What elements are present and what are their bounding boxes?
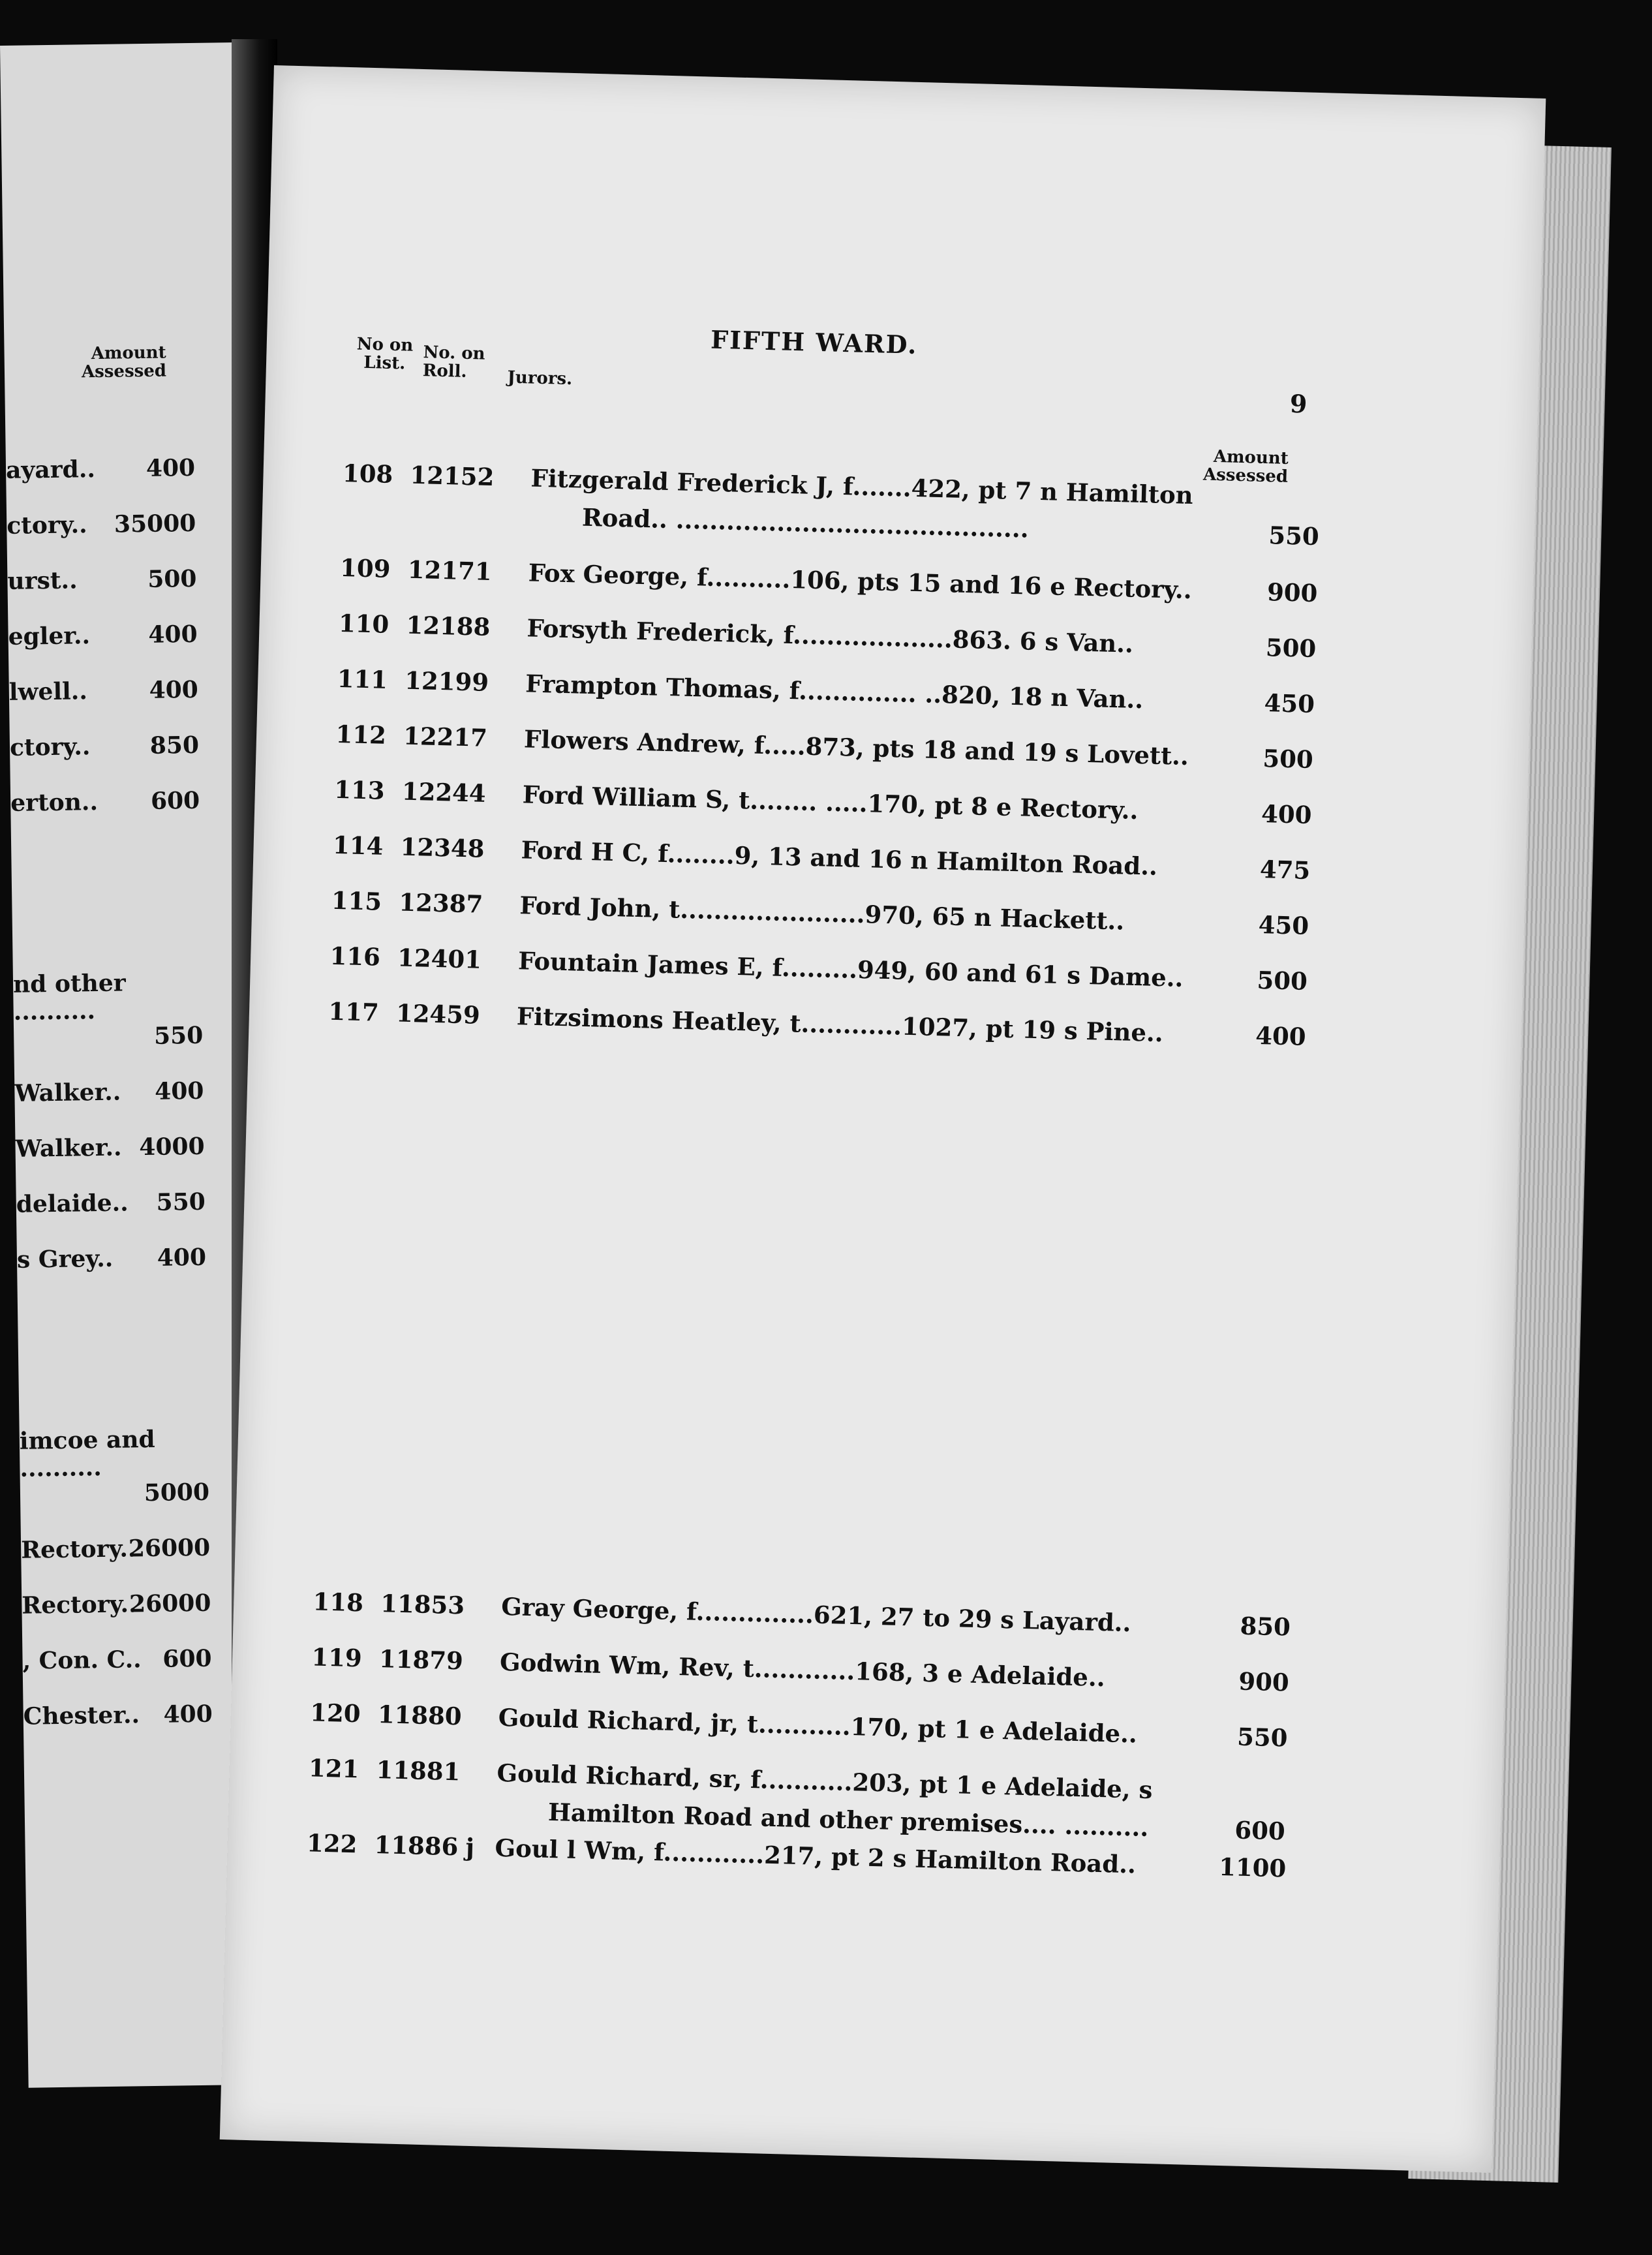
left-row-text: Rectory.. [20,1535,136,1564]
left-row [9,675,238,711]
entry-amount-assessed: 600 [1234,1815,1286,1846]
entry-no-on-list: 118 [313,1587,364,1618]
left-row [15,1132,244,1168]
left-row-amount: 500 [147,564,197,593]
entry-juror-details-continued: Road.. .......................................... [581,502,1030,544]
left-row-amount: 35000 [114,509,196,538]
left-row [21,1533,250,1569]
entry-no-on-list: 109 [339,553,391,583]
left-row [6,453,235,489]
left-amount-header [68,343,166,381]
entry-no-on-roll: 12459 [395,998,481,1030]
entry-no-on-roll: 12171 [407,555,493,586]
left-row-text: Chester.. [23,1701,140,1730]
entry-juror-details: Ford H C, f........9, 13 and 16 n Hamilton Road.. [521,835,1158,881]
entry-no-on-list: 115 [331,885,382,916]
juror-entry [331,885,1374,940]
left-row [23,1700,252,1736]
juror-entry [332,830,1375,885]
left-row-text: s Grey.. [16,1244,114,1274]
no-list-text: No on List. [356,334,414,374]
entry-flag: j [465,1832,475,1862]
entry-juror-details: Forsyth Frederick, f...................863. 6 s Van.. [526,613,1134,658]
entry-juror-details: Gould Richard, sr, f...........203, pt 1 e Adelaide, s [497,1758,1153,1805]
entry-juror-details: Frampton Thomas, f.............. ..820, 18 n Van.. [525,669,1144,714]
juror-entry [311,1642,1354,1697]
left-row-text: , Con. C.. [22,1646,142,1675]
entry-no-on-roll: 12217 [403,721,488,752]
left-row-amount: 550 [156,1188,206,1216]
entry-no-on-roll: 12152 [410,460,495,492]
entry-juror-details: Ford William S, t........ .....170, pt 8 e Rectory.. [522,780,1139,825]
entry-no-on-roll: 11880 [377,1700,463,1731]
entry-amount-assessed: 850 [1240,1611,1291,1642]
column-header-amount-assessed [1203,448,1289,486]
left-row-text: nd other .......... [12,969,126,1026]
entry-juror-details: Flowers Andrew, f.....873, pts 18 and 19 s Lovett.. [523,724,1189,771]
entry-no-on-list: 120 [309,1698,361,1728]
left-row [22,1644,251,1680]
amount-text: Amount Assessed [1202,446,1289,487]
left-row [8,620,237,656]
left-row-amount: 4000 [139,1132,205,1161]
entry-juror-details: Fountain James E, f.........949, 60 and 61 s Dame.. [517,946,1184,992]
entry-amount-assessed: 400 [1255,1020,1307,1051]
entry-juror-details: Gray George, f..............621, 27 to 29 s Layard.. [500,1591,1132,1638]
entry-amount-assessed: 500 [1262,744,1314,775]
left-row-amount: 400 [157,1243,207,1272]
entry-no-on-list: 117 [328,996,380,1027]
entry-amount-assessed: 400 [1261,799,1313,830]
entry-no-on-list: 111 [337,664,388,694]
juror-entry [333,775,1377,830]
column-header-no-on-roll [422,343,485,381]
left-row-text: ctory.. [6,511,87,540]
jurors-list-page [220,65,1546,2173]
entry-no-on-list: 116 [329,941,381,972]
entry-amount-assessed: 900 [1238,1666,1290,1697]
left-row-text: ayard.. [5,455,96,484]
entry-juror-details: Goul l Wm, f............217, pt 2 s Hamilton Road.. [495,1833,1137,1879]
column-header-jurors: Jurors. [507,367,573,390]
left-row [16,1188,245,1223]
left-row-amount: 26000 [129,1589,211,1618]
entry-no-on-roll: 12348 [400,832,485,863]
juror-entry [338,608,1381,664]
entry-no-on-list: 110 [338,608,390,639]
entry-no-on-roll: 12387 [398,887,483,919]
ward-title: FIFTH WARD. [710,324,918,360]
entry-amount-assessed: 500 [1265,633,1317,664]
left-row-text: delaide.. [16,1189,129,1218]
left-row [7,509,236,545]
left-row [10,731,239,767]
entry-amount-assessed: 500 [1257,965,1308,996]
left-row-text: erton.. [10,788,99,817]
entry-no-on-list: 113 [333,775,386,805]
left-row [14,1077,243,1112]
left-row-text: ctory.. [9,733,91,761]
entry-amount-assessed: 450 [1264,688,1315,719]
left-row-amount: 600 [150,786,200,815]
page-number: 9 [1289,388,1308,419]
entry-juror-details: Fitzgerald Frederick J, f.......422, pt 7 n Hamilton [530,463,1194,510]
entry-no-on-roll: 12401 [397,943,482,974]
entry-no-on-roll: 12244 [401,776,487,808]
juror-entry [328,996,1371,1051]
entry-no-on-list: 119 [311,1642,363,1673]
juror-entry [337,664,1380,719]
left-row-amount: 5000 [144,1478,210,1507]
left-row [7,564,236,600]
entry-amount-assessed: 450 [1258,910,1309,940]
juror-entry [335,719,1379,775]
left-row-amount: 400 [154,1077,204,1105]
entry-no-on-roll: 11886 [374,1830,459,1862]
entry-amount-assessed: 1100 [1218,1852,1287,1883]
left-amount-header-line2: Assessed [81,361,167,382]
left-row-amount: 600 [162,1644,212,1673]
left-row [17,1243,246,1279]
entry-no-on-roll: 11881 [376,1755,461,1787]
entry-juror-details: Gould Richard, jr, t...........170, pt 1 e Adelaide.. [498,1702,1138,1749]
entry-no-on-roll: 12199 [404,666,489,697]
left-row-amount: 400 [145,453,196,482]
entry-amount-assessed: 550 [1236,1722,1289,1753]
juror-entry [309,1698,1353,1753]
entry-no-on-list: 122 [306,1828,358,1859]
left-row-amount: 400 [149,675,199,704]
entry-no-on-list: 112 [335,719,387,750]
entry-amount-assessed: 900 [1266,577,1318,608]
left-row [22,1589,251,1625]
left-row-text: Rectory.. [22,1590,137,1619]
left-amount-header-line1: Amount [91,343,166,364]
left-row-amount: 26000 [128,1533,211,1563]
entry-amount-assessed: 475 [1259,854,1311,885]
left-row [10,786,239,822]
entry-juror-details: Fox George, f..........106, pts 15 and 16 e Rectory.. [528,558,1193,605]
column-header-no-on-list [356,335,414,373]
left-row-text: egler.. [8,622,91,651]
entry-no-on-list: 114 [332,830,384,861]
left-row-amount: 400 [148,620,198,649]
entry-no-on-list: 108 [342,458,393,489]
entry-no-on-roll: 12188 [406,610,491,641]
left-row-text: Walker.. [15,1133,122,1163]
left-row [19,1425,249,1514]
left-row [12,969,243,1057]
entry-no-on-roll: 11879 [378,1644,464,1676]
juror-entry [339,553,1383,608]
left-row-amount: 550 [153,1021,204,1050]
left-row-amount: 400 [163,1700,213,1728]
left-row-amount: 850 [149,731,200,759]
entry-juror-details: Godwin Wm, Rev, t............168, 3 e Adelaide.. [499,1647,1106,1693]
left-row-text: lwell.. [8,677,88,706]
entry-juror-details: Ford John, t......................970, 65 n Hackett.. [519,891,1125,936]
juror-entry [329,941,1373,996]
entry-amount-assessed: 550 [1268,521,1320,551]
entry-no-on-roll: 11853 [380,1589,465,1620]
left-row-text: imcoe and .......... [19,1425,155,1482]
no-roll-text: No. on Roll. [422,343,485,382]
left-row-text: urst.. [7,566,78,595]
juror-entry [313,1587,1356,1642]
entry-juror-details-continued: Hamilton Road and other premises.... .......... [547,1797,1149,1843]
entry-no-on-list: 121 [308,1753,359,1784]
entry-juror-details: Fitzsimons Heatley, t............1027, pt 19 s Pine.. [516,1002,1164,1048]
left-row-text: Walker.. [14,1078,121,1107]
